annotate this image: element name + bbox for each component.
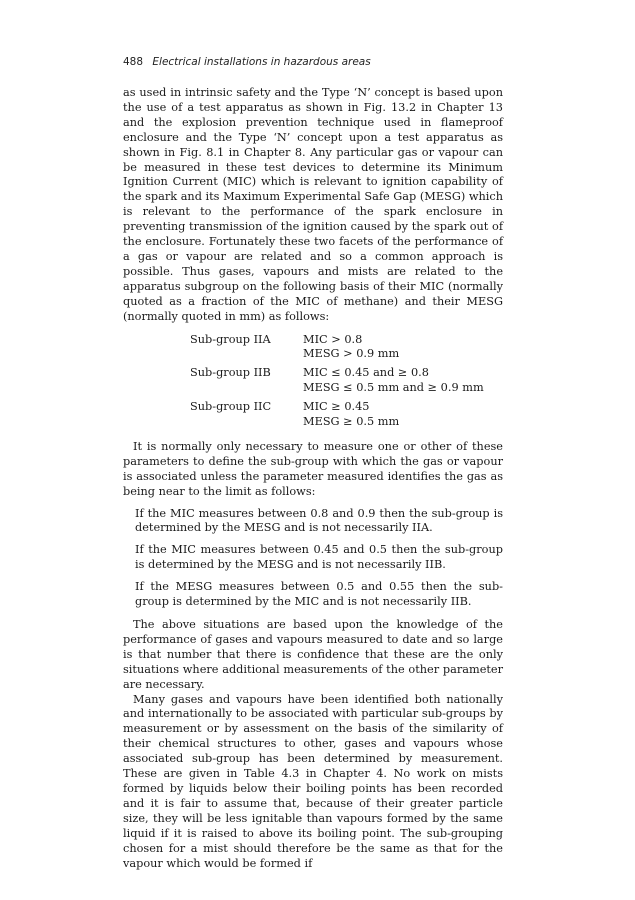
subgroup-name: Sub-group IIA bbox=[190, 332, 271, 346]
subgroup-row-iia bbox=[190, 333, 484, 348]
boundary-rule: If the MESG measures between 0.5 and 0.55 then the sub-group is determined by the MIC and is not necessarily IIB. bbox=[135, 580, 503, 609]
subgroup-row-iib bbox=[190, 366, 484, 381]
boundary-rule: If the MIC measures between 0.8 and 0.9 then the sub-group is determined by the MESG and is not necessarily IIA. bbox=[135, 506, 503, 535]
subgroup-row-iia-mesg bbox=[190, 347, 484, 362]
subgroup-mesg-criterion: MESG > 0.9 mm bbox=[303, 347, 400, 361]
subgroup-row-iic bbox=[190, 400, 484, 415]
paragraph-confidence: The above situations are based upon the knowledge of the performance of gases and vapours measured to date and so large is that number that there is confidence that these are the only situations where additional measurements of the other parameter are necessary. bbox=[123, 618, 503, 691]
page-body bbox=[123, 86, 503, 871]
running-head bbox=[123, 56, 371, 68]
subgroup-name: Sub-group IIB bbox=[190, 366, 271, 380]
boundary-rule: If the MIC measures between 0.45 and 0.5 then the sub-group is determined by the MESG and is not necessarily IIB. bbox=[135, 543, 503, 572]
subgroup-mesg-criterion: MESG ≤ 0.5 mm and ≥ 0.9 mm bbox=[303, 381, 484, 395]
book-title: Electrical installations in hazardous areas bbox=[152, 56, 371, 68]
subgroup-mic-criterion: MIC ≥ 0.45 bbox=[303, 400, 370, 414]
subgroup-mesg-criterion: MESG ≥ 0.5 mm bbox=[303, 415, 400, 429]
subgroup-row-iib-mesg bbox=[190, 381, 484, 396]
page-number: 488 bbox=[123, 56, 144, 68]
boundary-rules-list bbox=[123, 507, 503, 610]
paragraph-parameter-measurement: It is normally only necessary to measure one or other of these parameters to define the sub-group with which the gas or vapour is associated unless the parameter measured identifies the gas as being near to the limit as follows: bbox=[123, 439, 503, 498]
subgroup-mic-criterion: MIC > 0.8 bbox=[303, 332, 363, 346]
paragraph-test-apparatus: as used in intrinsic safety and the Type ‘N’ concept is based upon the use of a test apparatus as shown in Fig. 13.2 in Chapter 13 and the explosion prevention technique used in flameproof enclosure and the Type ‘N’ concept upon a test apparatus as shown in Fig. 8.1 in Chapter 8. Any particular gas or vapour can be measured in these test devices to determine its Minimum Ignition Current (MIC) which is relevant to ignition capability of the spark and its Maximum Experimental Safe Gap (MESG) which is relevant to the performance of the spark enclosure in preventing transmission of the ignition caused by the spark out of the enclosure. Fortunately these two facets of the performance of a gas or vapour are related and so a common approach is possible. Thus gases, vapours and mists are related to the apparatus subgroup on the following basis of their MIC (normally quoted as a fraction of the MIC of methane) and their MESG (normally quoted in mm) as follows: bbox=[123, 86, 504, 323]
subgroup-row-iic-mesg bbox=[190, 415, 484, 430]
subgroup-criteria-table bbox=[190, 333, 484, 430]
paragraph-gases-identified: Many gases and vapours have been identified both nationally and internationally to be associated with particular sub-groups by measurement or by assessment on the basis of the similarity of their chemical structures to other, gases and vapours whose associated sub-group has been determined by measurement. These are given in Table 4.3 in Chapter 4. No work on mists formed by liquids below their boiling points has been recorded and it is fair to assume that, because of their greater particle size, they will be less ignitable than vapours formed by the same liquid if it is raised to above its boiling point. The sub-grouping chosen for a mist should therefore be the same as that for the vapour which would be formed if bbox=[123, 692, 503, 870]
subgroup-name: Sub-group IIC bbox=[190, 400, 272, 414]
subgroup-mic-criterion: MIC ≤ 0.45 and ≥ 0.8 bbox=[303, 366, 429, 380]
